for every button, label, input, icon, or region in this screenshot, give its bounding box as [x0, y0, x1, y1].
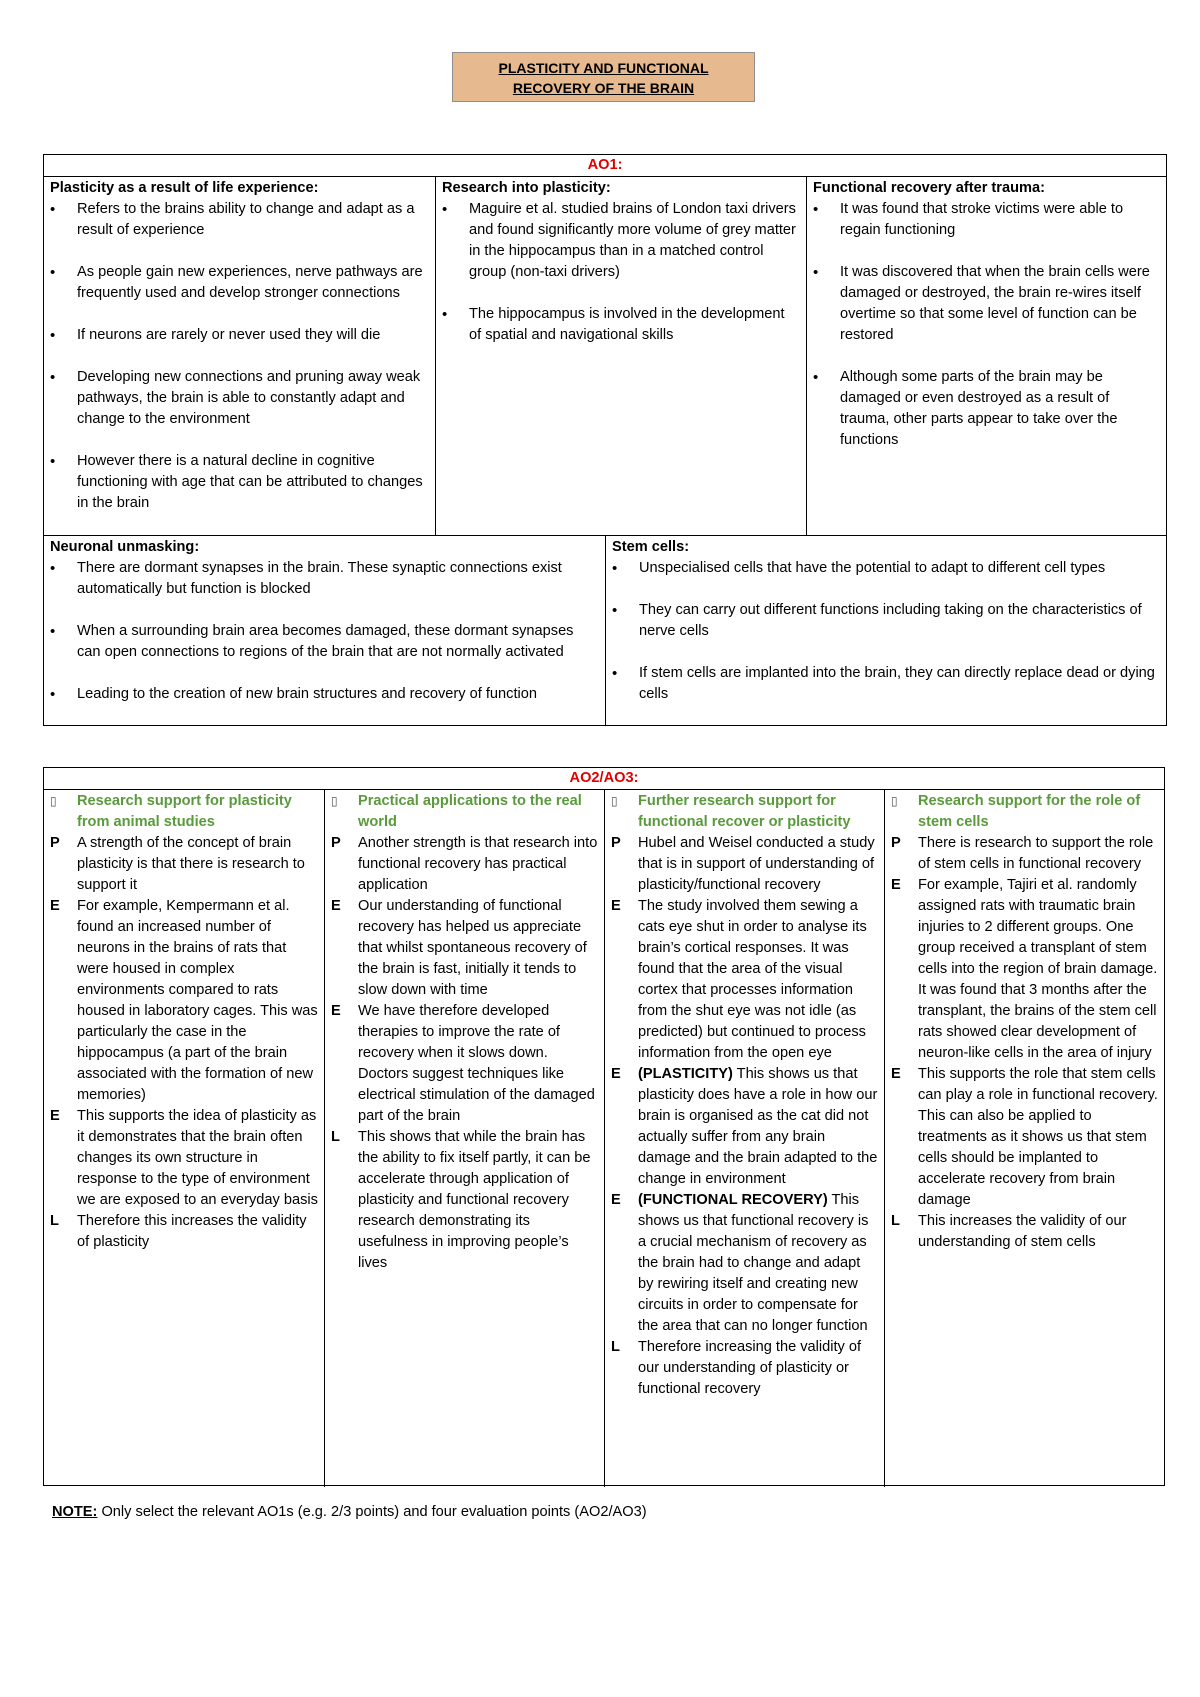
- bullet-box-icon: ▯: [611, 794, 618, 808]
- peel-row: [331, 1127, 598, 1274]
- bullet-item: • There are dormant synapses in the brain. These synaptic connections exist automatically but function is blocked: [50, 558, 599, 600]
- peel-row: [891, 875, 1158, 1064]
- ao1-cell-life-experience: [44, 177, 435, 535]
- cell-title: Stem cells:: [612, 539, 690, 555]
- cell-title: Neuronal unmasking:: [50, 539, 200, 555]
- evaluation-title: [891, 791, 1158, 833]
- bullet-list: [50, 558, 599, 705]
- peel-row: [891, 833, 1158, 875]
- ao2-heading: AO2/AO3:: [44, 768, 1164, 790]
- peel-key: L: [331, 1129, 340, 1145]
- bullet-item: • Developing new connections and pruning away weak pathways, the brain is able to constantly adapt and change to the environment: [50, 367, 429, 430]
- peel-row: [611, 1337, 878, 1400]
- bullet-item: • It was found that stroke victims were able to regain functioning: [813, 199, 1160, 241]
- title-line-2: RECOVERY OF THE BRAIN: [512, 80, 695, 96]
- bullet-item: • Refers to the brains ability to change and adapt as a result of experience: [50, 199, 429, 241]
- evaluation-point: [604, 790, 884, 1487]
- peel-text: This shows that while the brain has the ability to fix itself partly, it can be accelerate through application of plasticity and functional recovery research demonstrating its usefulness in improving people’s lives: [358, 1129, 591, 1271]
- evaluation-grid: [44, 790, 1164, 1487]
- evaluation-title-text: Research support for the role of stem cells: [918, 793, 1141, 830]
- peel-key: E: [891, 1066, 901, 1082]
- ao1-cell-stem-cells: [605, 536, 1166, 726]
- peel-key: P: [611, 835, 621, 851]
- bullet-item: • Leading to the creation of new brain structures and recovery of function: [50, 684, 599, 705]
- peel-row: [50, 896, 318, 1106]
- peel-key: L: [611, 1339, 620, 1355]
- peel-row: [50, 1106, 318, 1211]
- ao1-heading: AO1:: [44, 155, 1166, 177]
- peel-text: For example, Kempermann et al. found an increased number of neurons in the brains of rats that were housed in complex environments compared to rats housed in laboratory cages. This was particularly the case in the hippocampus (a part of the brain associated with the formation of new memories): [77, 898, 318, 1103]
- bullet-item: • When a surrounding brain area becomes damaged, these dormant synapses can open connections to regions of the brain that are not normally activated: [50, 621, 599, 663]
- bullet-item: • However there is a natural decline in cognitive functioning with age that can be attributed to changes in the brain: [50, 451, 429, 514]
- peel-row: [611, 1064, 878, 1190]
- peel-text: This supports the idea of plasticity as it demonstrates that the brain often changes its own structure in response to the type of environment we are exposed to an everyday basis: [77, 1108, 318, 1208]
- evaluation-title-text: Research support for plasticity from animal studies: [77, 793, 292, 830]
- peel-row: [611, 896, 878, 1064]
- peel-text: A strength of the concept of brain plasticity is that there is research to support it: [77, 835, 305, 893]
- evaluation-point: [324, 790, 604, 1487]
- ao1-table: [43, 154, 1167, 726]
- bullet-item: • If neurons are rarely or never used they will die: [50, 325, 429, 346]
- peel-key: E: [331, 1003, 341, 1019]
- cell-title: Functional recovery after trauma:: [813, 180, 1045, 196]
- peel-text: This shows us that functional recovery is a crucial mechanism of recovery as the brain had to change and adapt by rewiring itself and creating new circuits in order to compensate for the area that can no longer function: [638, 1192, 869, 1334]
- peel-emphasis: (FUNCTIONAL RECOVERY): [638, 1192, 828, 1208]
- cell-title: Plasticity as a result of life experience:: [50, 180, 319, 196]
- peel-key: L: [50, 1213, 59, 1229]
- bullet-item: • Maguire et al. studied brains of London taxi drivers and found significantly more volume of grey matter in the hippocampus than in a matched control group (non-taxi drivers): [442, 199, 800, 283]
- title-line-1: PLASTICITY AND FUNCTIONAL: [498, 60, 709, 76]
- evaluation-title: [50, 791, 318, 833]
- peel-row: [611, 1190, 878, 1337]
- ao1-row-2: [44, 536, 1166, 726]
- peel-key: E: [611, 898, 621, 914]
- peel-key: E: [50, 898, 60, 914]
- peel-text: Hubel and Weisel conducted a study that is in support of understanding of plasticity/functional recovery: [638, 835, 875, 893]
- bullet-list: [50, 199, 429, 514]
- peel-emphasis: (PLASTICITY): [638, 1066, 733, 1082]
- peel-text: There is research to support the role of stem cells in functional recovery: [918, 835, 1154, 872]
- peel-row: [611, 833, 878, 896]
- bullet-list: [442, 199, 800, 346]
- peel-key: P: [331, 835, 341, 851]
- peel-key: E: [331, 898, 341, 914]
- cell-title: Research into plasticity:: [442, 180, 611, 196]
- evaluation-point: [884, 790, 1164, 1487]
- peel-text: Therefore this increases the validity of plasticity: [77, 1213, 307, 1250]
- bullet-item: • The hippocampus is involved in the development of spatial and navigational skills: [442, 304, 800, 346]
- bullet-item: • If stem cells are implanted into the brain, they can directly replace dead or dying cells: [612, 663, 1160, 705]
- ao1-cell-functional-recovery: [806, 177, 1166, 535]
- bullet-item: • It was discovered that when the brain cells were damaged or destroyed, the brain re-wires itself overtime so that some level of function can be restored: [813, 262, 1160, 346]
- peel-key: E: [611, 1066, 621, 1082]
- ao1-row-1: [44, 177, 1166, 536]
- peel-key: E: [891, 877, 901, 893]
- page-title: [452, 52, 755, 102]
- peel-text: Our understanding of functional recovery has helped us appreciate that whilst spontaneous recovery of the brain is fast, initially it tends to slow down with time: [358, 898, 587, 998]
- bullet-box-icon: ▯: [331, 794, 338, 808]
- note-text: Only select the relevant AO1s (e.g. 2/3 points) and four evaluation points (AO2/AO3): [97, 1504, 647, 1520]
- bullet-item: • As people gain new experiences, nerve pathways are frequently used and develop stronger connections: [50, 262, 429, 304]
- peel-text: For example, Tajiri et al. randomly assigned rats with traumatic brain injuries to 2 different groups. One group received a transplant of stem cells into the region of brain damage. It was found that 3 months after the transplant, the brains of the stem cell rats showed clear development of neuron-like cells in the area of injury: [918, 877, 1158, 1061]
- ao1-cell-research-plasticity: [435, 177, 806, 535]
- peel-text: Therefore increasing the validity of our understanding of plasticity or functional recovery: [638, 1339, 862, 1397]
- peel-key: E: [611, 1192, 621, 1208]
- peel-text: This shows us that plasticity does have a role in how our brain is organised as the cat did not actually suffer from any brain damage and the brain adapted to the change in environment: [638, 1066, 878, 1187]
- note: [52, 1504, 647, 1520]
- peel-row: [50, 833, 318, 896]
- peel-key: P: [50, 835, 60, 851]
- evaluation-title-text: Further research support for functional recover or plasticity: [638, 793, 851, 830]
- peel-row: [331, 833, 598, 896]
- evaluation-title: [331, 791, 598, 833]
- peel-row: [891, 1211, 1158, 1253]
- peel-key: E: [50, 1108, 60, 1124]
- peel-key: P: [891, 835, 901, 851]
- evaluation-point: [44, 790, 324, 1487]
- bullet-box-icon: ▯: [891, 794, 898, 808]
- bullet-list: [612, 558, 1160, 705]
- bullet-list: [813, 199, 1160, 451]
- peel-text: This supports the role that stem cells can play a role in functional recovery. This can also be applied to treatments as it shows us that stem cells should be implanted to accelerate recovery from brain damage: [918, 1066, 1158, 1208]
- peel-row: [50, 1211, 318, 1253]
- bullet-box-icon: ▯: [50, 794, 57, 808]
- peel-key: L: [891, 1213, 900, 1229]
- note-label: NOTE:: [52, 1504, 98, 1520]
- ao1-cell-neuronal-unmasking: [44, 536, 605, 726]
- peel-text: The study involved them sewing a cats eye shut in order to analyse its brain’s cortical responses. It was found that the area of the visual cortex that processes information from the shut eye was not idle (as predicted) but continued to process information from the open eye: [638, 898, 867, 1061]
- peel-text: We have therefore developed therapies to improve the rate of recovery when it slows down. Doctors suggest techniques like electrical stimulation of the damaged part of the brain: [358, 1003, 595, 1124]
- peel-row: [331, 896, 598, 1001]
- bullet-item: • Unspecialised cells that have the potential to adapt to different cell types: [612, 558, 1160, 579]
- peel-text: Another strength is that research into functional recovery has practical application: [358, 835, 598, 893]
- peel-row: [891, 1064, 1158, 1211]
- peel-text: This increases the validity of our understanding of stem cells: [918, 1213, 1127, 1250]
- bullet-item: • Although some parts of the brain may be damaged or even destroyed as a result of trauma, other parts appear to take over the functions: [813, 367, 1160, 451]
- bullet-item: • They can carry out different functions including taking on the characteristics of nerve cells: [612, 600, 1160, 642]
- evaluation-title-text: Practical applications to the real world: [358, 793, 582, 830]
- ao2-ao3-table: [43, 767, 1165, 1486]
- peel-row: [331, 1001, 598, 1127]
- evaluation-title: [611, 791, 878, 833]
